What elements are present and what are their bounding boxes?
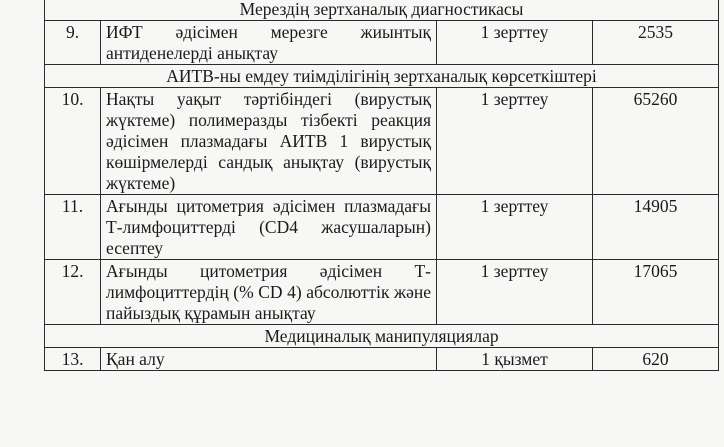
price-table	[44, 0, 719, 371]
row-description: Қан алу	[101, 348, 437, 371]
table-row	[45, 348, 719, 371]
row-description: ИФТ әдісімен мерезге жиынтық антиденелерді анықтау	[101, 21, 437, 65]
table-row	[45, 88, 719, 195]
row-number: 13.	[45, 348, 101, 371]
row-number: 9.	[45, 21, 101, 65]
section-title: АИТВ-ны емдеу тиімділігінің зертханалық көрсеткіштері	[45, 65, 719, 88]
section-row	[45, 325, 719, 348]
row-unit: 1 зерттеу	[437, 195, 593, 260]
row-unit: 1 зерттеу	[437, 260, 593, 325]
row-unit: 1 қызмет	[437, 348, 593, 371]
table-row	[45, 260, 719, 325]
section-row	[45, 0, 719, 21]
row-unit: 1 зерттеу	[437, 88, 593, 195]
row-number: 11.	[45, 195, 101, 260]
row-description: Ағынды цитометрия әдісімен плазмадағы Т-лимфоциттерді (CD4 жасушаларын) есептеу	[101, 195, 437, 260]
row-number: 10.	[45, 88, 101, 195]
section-row	[45, 65, 719, 88]
row-description: Ағынды цитометрия әдісімен Т-лимфоциттердің (% CD 4) абсолюттік және пайыздық құрамын анықтау	[101, 260, 437, 325]
row-price: 2535	[593, 21, 719, 65]
row-price: 14905	[593, 195, 719, 260]
row-price: 17065	[593, 260, 719, 325]
section-title: Мерездің зертханалық диагностикасы	[45, 0, 719, 21]
row-price: 620	[593, 348, 719, 371]
row-description: Нақты уақыт тәртібіндегі (вирустық жүктеме) полимеразды тізбекті реакция әдісімен плазмадағы АИТВ 1 вирустық көшірмелерді сандық анықтау (вирустық жүктеме)	[101, 88, 437, 195]
row-number: 12.	[45, 260, 101, 325]
table-row	[45, 195, 719, 260]
table-row	[45, 21, 719, 65]
section-title: Медициналық манипуляциялар	[45, 325, 719, 348]
row-price: 65260	[593, 88, 719, 195]
row-unit: 1 зерттеу	[437, 21, 593, 65]
